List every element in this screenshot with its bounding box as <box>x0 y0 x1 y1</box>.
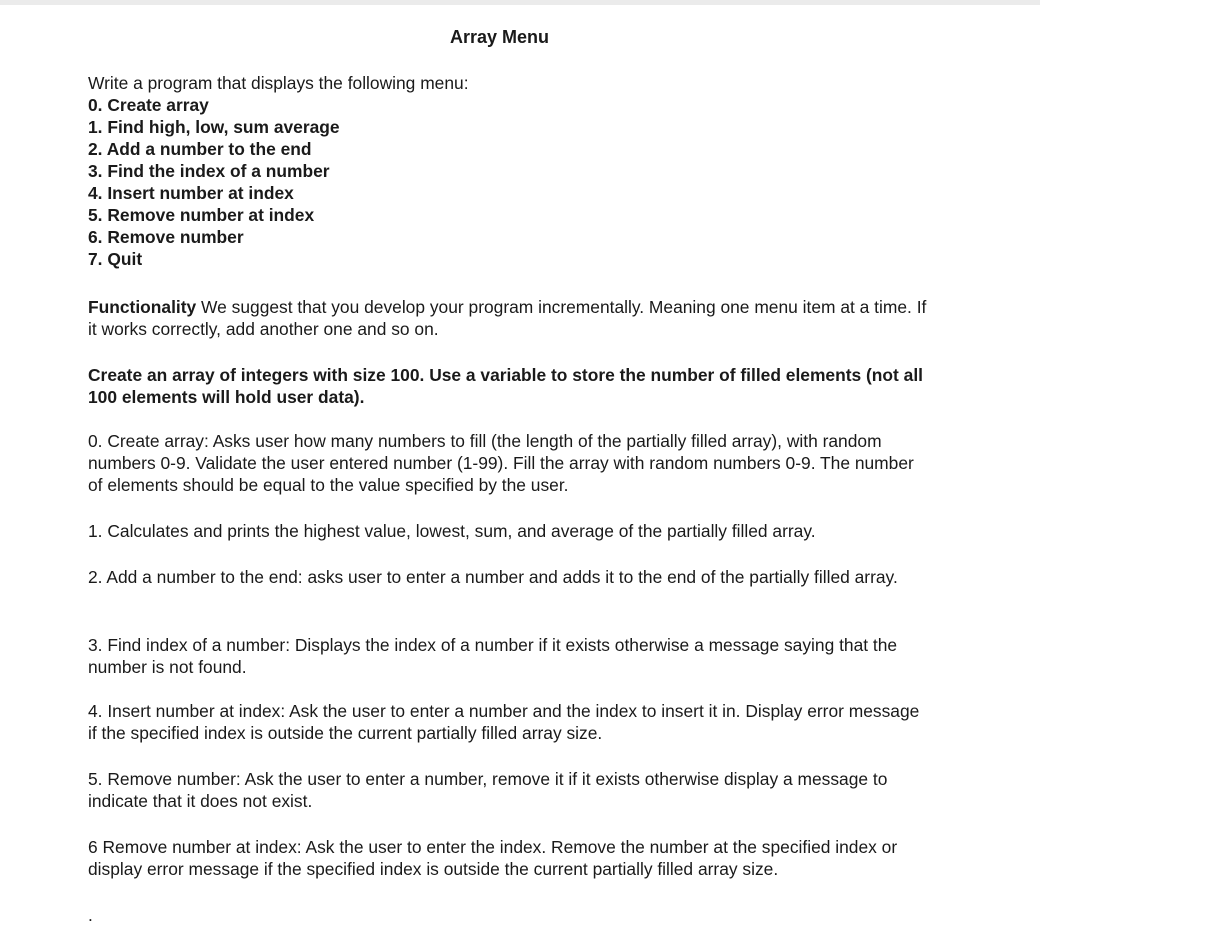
menu-list <box>88 72 469 270</box>
menu-item-remove-number: 6. Remove number <box>88 227 244 247</box>
menu-intro: Write a program that displays the following menu: <box>88 73 469 93</box>
description-add-number: 2. Add a number to the end: asks user to enter a number and adds it to the end of the partially filled array. <box>88 567 898 587</box>
menu-item-remove-at-index: 5. Remove number at index <box>88 205 315 225</box>
functionality-heading: Functionality <box>88 297 197 317</box>
menu-item-find-high-low: 1. Find high, low, sum average <box>88 117 340 137</box>
menu-item-add-number: 2. Add a number to the end <box>88 139 312 159</box>
functionality-text: We suggest that you develop your program incrementally. Meaning one menu item at a time. If it works correctly, add another one and so on. <box>88 297 927 339</box>
description-insert-at-index: 4. Insert number at index: Ask the user to enter a number and the index to insert it in. Display error message if the specified index is outside the current partially filled array size. <box>88 701 920 743</box>
menu-item-quit: 7. Quit <box>88 249 143 269</box>
description-remove-number: 5. Remove number: Ask the user to enter a number, remove it if it exists otherwise display a message to indicate that it does not exist. <box>88 769 888 811</box>
create-array-note: Create an array of integers with size 100. Use a variable to store the number of filled elements (not all 100 elements will hold user data). <box>88 365 924 407</box>
menu-item-find-index: 3. Find the index of a number <box>88 161 330 181</box>
description-remove-at-index: 6 Remove number at index: Ask the user to enter the index. Remove the number at the specified index or display error message if the specified index is outside the current partially filled array size. <box>88 837 898 879</box>
description-find-index: 3. Find index of a number: Displays the index of a number if it exists otherwise a message saying that the number is not found. <box>88 635 898 677</box>
description-high-low: 1. Calculates and prints the highest value, lowest, sum, and average of the partially filled array. <box>88 521 816 541</box>
menu-item-insert-at-index: 4. Insert number at index <box>88 183 294 203</box>
menu-item-create-array: 0. Create array <box>88 95 209 115</box>
trailing-mark: . <box>88 905 93 925</box>
description-create-array: 0. Create array: Asks user how many numbers to fill (the length of the partially filled array), with random numbers 0-9. Validate the user entered number (1-99). Fill the array with random numbers 0-9. The number of elements should be equal to the value specified by the user. <box>88 431 914 495</box>
top-divider <box>0 0 1040 5</box>
functionality-paragraph <box>88 296 928 340</box>
page-title: Array Menu <box>450 27 550 47</box>
